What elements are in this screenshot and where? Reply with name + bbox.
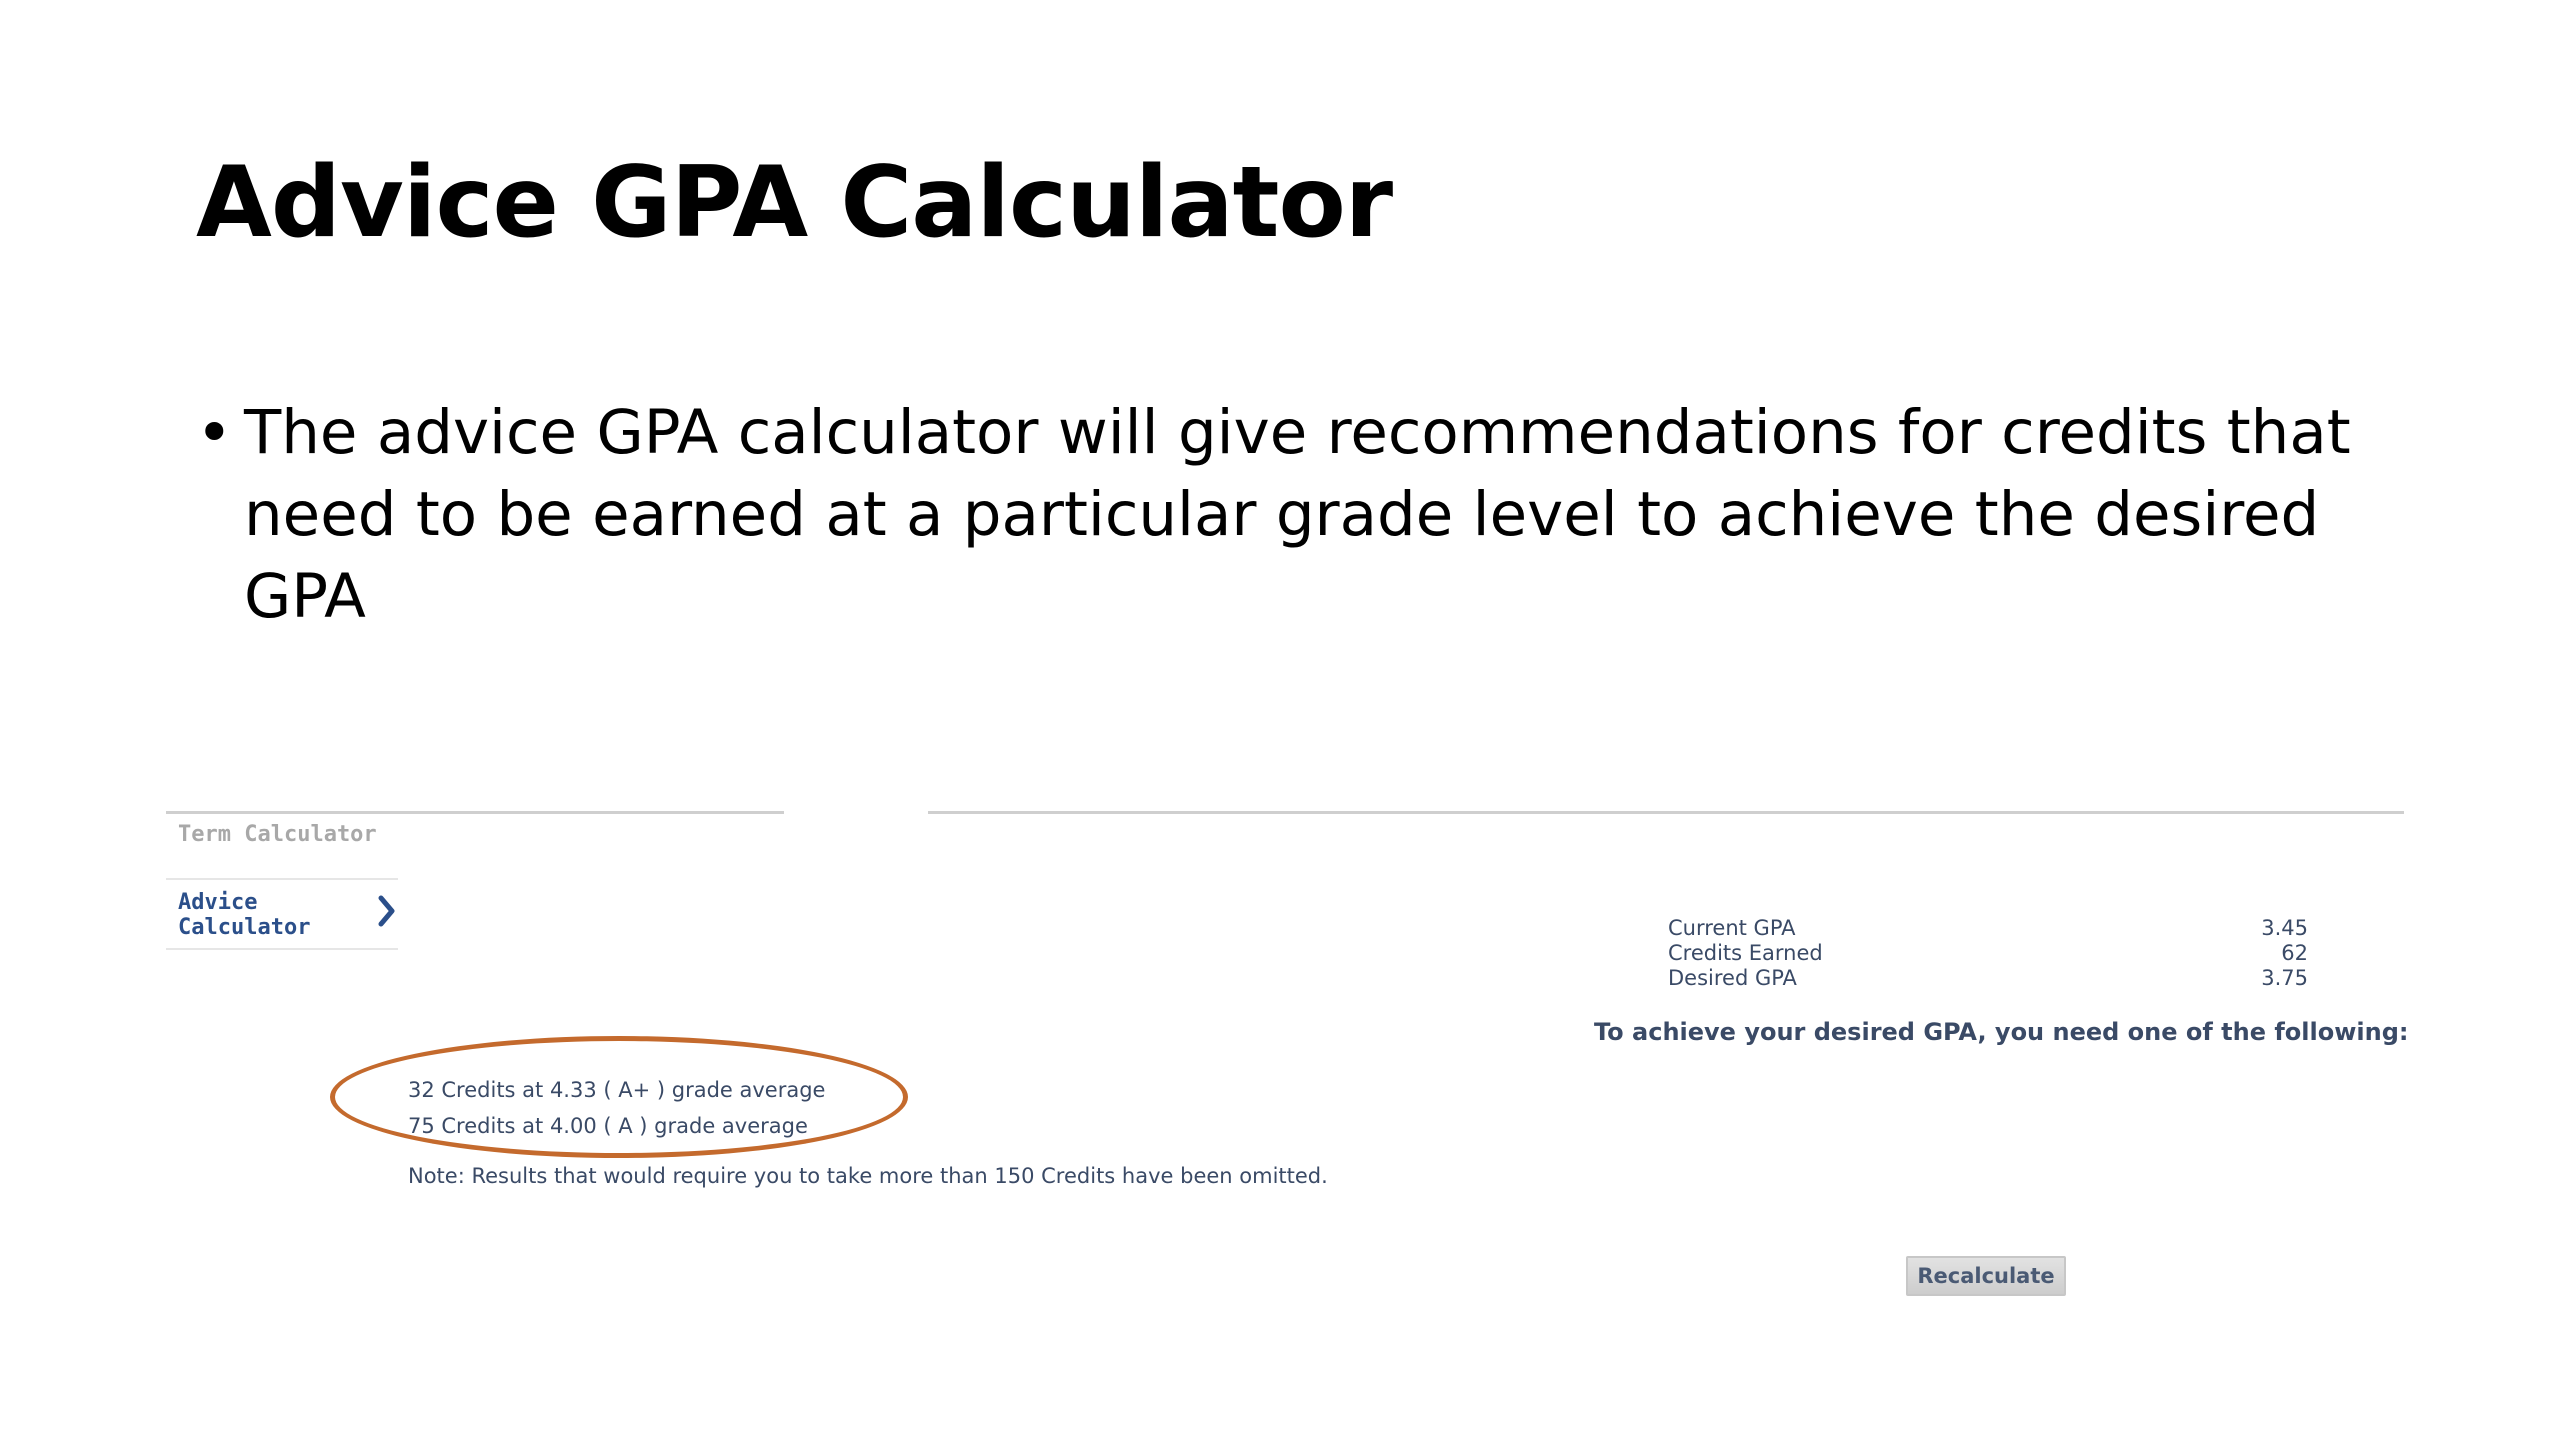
calculator-nav: [166, 822, 398, 950]
nav-item-advice-calculator[interactable]: [166, 880, 398, 950]
advice-calculator-screenshot: [0, 800, 2560, 1340]
nav-item-term-calculator[interactable]: [166, 822, 398, 880]
advice-heading: To achieve your desired GPA, you need one of the following:: [1594, 1018, 2409, 1046]
nav-item-label: Advice Calculator: [178, 890, 311, 940]
summary-value: 3.45: [2261, 916, 2308, 940]
results-note: Note: Results that would require you to take more than 150 Credits have been omitted.: [408, 1164, 1328, 1188]
summary-row-current-gpa: [1668, 916, 2308, 941]
bullet-dot: •: [196, 396, 233, 469]
recalculate-button[interactable]: Recalculate: [1906, 1256, 2066, 1296]
summary-row-desired-gpa: [1668, 966, 2308, 991]
result-item: 32 Credits at 4.33 ( A+ ) grade average: [408, 1078, 826, 1102]
gpa-summary: [1668, 916, 2308, 991]
summary-label: Current GPA: [1668, 916, 1796, 940]
summary-row-credits-earned: [1668, 941, 2308, 966]
summary-value: 62: [2281, 941, 2308, 965]
divider-left: [166, 811, 784, 814]
bullet-text: The advice GPA calculator will give recommendations for credits that need to be earned at a particular grade level to achieve the desired GPA: [244, 397, 2351, 632]
result-item: 75 Credits at 4.00 ( A ) grade average: [408, 1114, 808, 1138]
summary-value: 3.75: [2261, 966, 2308, 990]
slide-title: Advice GPA Calculator: [196, 146, 1393, 260]
summary-label: Credits Earned: [1668, 941, 1823, 965]
divider-right: [928, 811, 2404, 814]
advice-results: [408, 1072, 825, 1144]
nav-item-label: Term Calculator: [178, 822, 377, 847]
chevron-right-icon: [376, 894, 398, 928]
summary-label: Desired GPA: [1668, 966, 1797, 990]
